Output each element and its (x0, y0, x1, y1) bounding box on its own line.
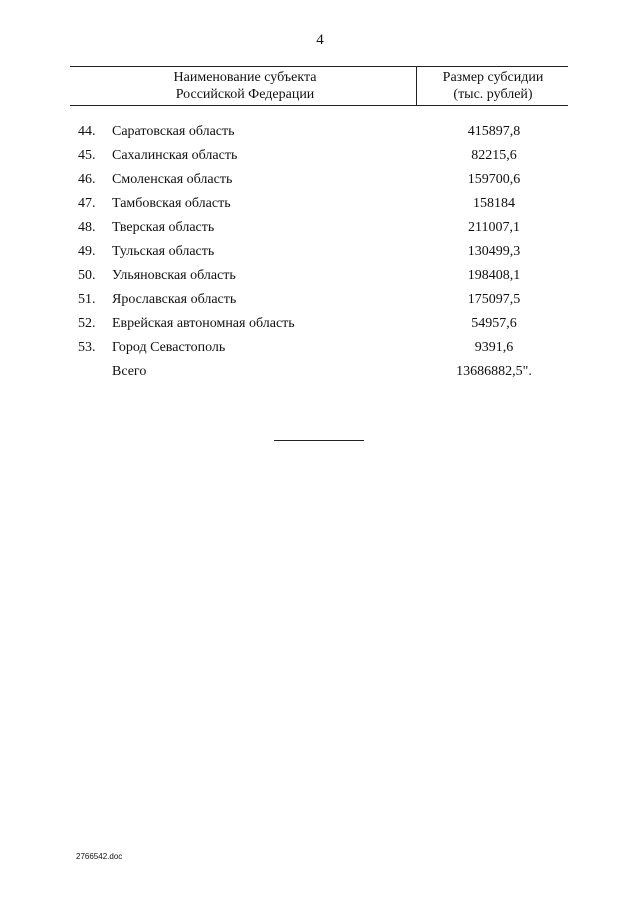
total-row (0, 360, 640, 384)
table-row (0, 240, 640, 264)
table-row (0, 168, 640, 192)
row-region-name: Сахалинская область (112, 148, 238, 163)
row-region-name: Тамбовская область (112, 196, 231, 211)
row-number: 53. (78, 340, 96, 355)
row-region-name: Еврейская автономная область (112, 316, 295, 331)
table-header (70, 66, 568, 106)
row-region-name: Город Севастополь (112, 340, 226, 355)
table-row (0, 216, 640, 240)
header-subsidy-amount (418, 69, 568, 103)
header-amount-line1: Размер субсидии (442, 70, 544, 85)
row-number: 50. (78, 268, 96, 283)
row-amount: 159700,6 (467, 172, 521, 187)
row-number: 49. (78, 244, 96, 259)
header-subject-line1: Наименование субъекта (173, 70, 317, 85)
footer-file-name: 2766542.doc (76, 852, 123, 861)
table-row (0, 264, 640, 288)
row-number: 48. (78, 220, 96, 235)
row-region-name: Тульская область (112, 244, 215, 259)
row-amount: 130499,3 (467, 244, 521, 259)
row-amount: 175097,5 (467, 292, 521, 307)
row-amount: 54957,6 (471, 316, 517, 331)
row-amount: 415897,8 (467, 124, 521, 139)
header-column-divider (416, 67, 417, 105)
row-number: 44. (78, 124, 96, 139)
row-amount: 158184 (473, 196, 515, 211)
table-row (0, 144, 640, 168)
row-amount: 211007,1 (468, 220, 520, 235)
total-amount: 13686882,5". (456, 364, 532, 379)
header-subject-line2: Российской Федерации (175, 87, 315, 102)
header-subject-name (70, 69, 420, 103)
table-row (0, 312, 640, 336)
row-region-name: Смоленская область (112, 172, 233, 187)
row-region-name: Саратовская область (112, 124, 235, 139)
table-row (0, 192, 640, 216)
table-row (0, 336, 640, 360)
header-amount-line2: (тыс. рублей) (453, 87, 533, 102)
row-amount: 9391,6 (474, 340, 514, 355)
end-separator-line (274, 440, 364, 441)
page-number: 4 (316, 32, 324, 48)
row-amount: 198408,1 (467, 268, 521, 283)
row-number: 47. (78, 196, 96, 211)
table-body (0, 120, 640, 384)
row-number: 51. (78, 292, 96, 307)
table-row (0, 288, 640, 312)
total-label: Всего (112, 364, 147, 379)
table-row (0, 120, 640, 144)
row-region-name: Тверская область (112, 220, 215, 235)
row-number: 52. (78, 316, 96, 331)
row-number: 46. (78, 172, 96, 187)
row-amount: 82215,6 (471, 148, 517, 163)
row-number: 45. (78, 148, 96, 163)
row-region-name: Ульяновская область (112, 268, 236, 283)
row-region-name: Ярославская область (112, 292, 237, 307)
